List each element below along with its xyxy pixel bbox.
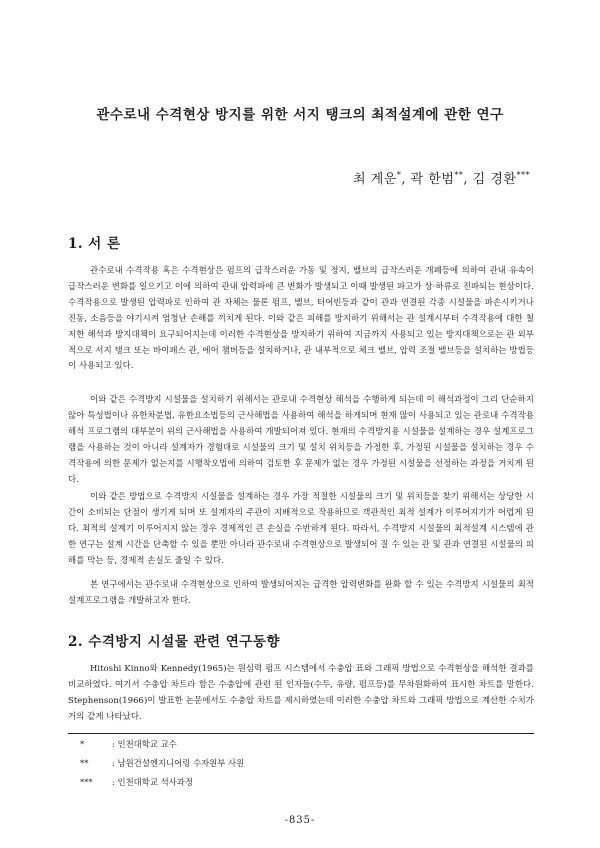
footnote-2-mark: **: [80, 758, 89, 768]
footnote-3: [80, 775, 193, 789]
author-1: 최 계운: [353, 172, 397, 187]
author-3: , 김 경환: [463, 172, 517, 187]
author-1-mark: *: [396, 170, 402, 180]
author-line: [353, 168, 530, 187]
section-1-heading: 1. 서 론: [68, 236, 121, 252]
section-1-paragraph-2: 이와 같은 수격방지 시설물을 설치하기 위해서는 관로내 수격현상 해석을 수행하게 되는데 이 해석과정이 그리 단순하지 않아 특성법이나 유한차분법, 유한요소법등의 근사해법을 사용하여 해석을 하게되며 현재 많이 사용되고 있는 관로내 수격작용 해석 프로그램의 대부분이 위의 근사해법을 사용하여 개발되어져 있다. 현재의 수격방지용 시설물을 설계하는 경우 설계프로그램을 사용하는 것이 아니라 설계자가 경험대로 시설물의 크기 및 설치 위치등을 가정한 후, 가정된 시설물을 설치하는 경우 수격작용에 의한 문제가 없는지를 시행착오법에 의하여 검토한 후 문제가 없는 경우 가정된 시설물을 선정하는 과정을 거치게 된다.: [68, 394, 534, 484]
author-2: , 곽 한범: [401, 172, 455, 187]
footnote-2: [80, 756, 244, 770]
page-number: -835-: [284, 815, 316, 826]
footnote-divider: [68, 733, 534, 734]
author-2-mark: **: [454, 170, 464, 180]
footnote-1-mark: *: [80, 739, 85, 749]
section-1-paragraph-4: 본 연구에서는 관수로내 수격현상으로 인하여 발생되어지는 급격한 압력변화를 완화 할 수 있는 수격방지 시설물의 최적설계프로그램을 개발하고자 한다.: [68, 579, 534, 605]
footnote-3-text: : 인천대학교 석사과정: [112, 777, 193, 787]
footnote-1: [80, 737, 177, 751]
footnote-1-text: : 인천대학교 교수: [112, 739, 177, 749]
author-3-mark: ***: [516, 170, 530, 180]
footnote-2-text: : 남원건설엔지니어링 수자원부 사원: [112, 758, 245, 768]
section-1-paragraph-1: 관수로내 수격작용 혹은 수격현상은 펌프의 급작스러운 가동 및 정지, 밸브의 급작스러운 개폐등에 의하여 관내 유속이 급작스러운 변화를 일으키고 이에 의하여 관내 압력파에 큰 변화가 발생되고 이때 발생된 파고가 상·하류로 진파되는 현상이다. 수격작용으로 발생된 압력파로 인하여 관 자체는 물론 펌프, 밸브, 터어빈등과 같이 관과 연결된 각종 시설물을 파손시키거나 진동, 소음등을 야기시켜 엄청난 손해를 끼치게 된다. 이와 같은 피해를 방지하기 위해서는 관 설계시부터 수격작용에 대한 철저한 해석과 방지대책이 요구되어지는데 이러한 수격현상을 방지하기 위하여 지금까지 사용되고 있는 방지대책으로는 관 외부적으로 서지 탱크 또는 바이패스 관, 에어 챔버등을 설치하거나, 관 내부적으로 체크 밸브, 압력 조절 밸브등을 설치하는 방법등이 사용되고 있다.: [68, 265, 534, 371]
section-2-paragraph-1: Hitoshi Kinno와 Kennedy(1965)는 원심력 펌프 시스템에서 수충압 표와 그래픽 방법으로 수격현상을 해석한 결과를 비교하였다. 여기서 수충압 차트라 함은 수충압에 관련 된 인자들(수두, 유량, 펌프등)를 무차원화하여 표시한 차트를 말한다. Stephenson(1966)이 발표한 논문에서도 수충압 차트를 제시하였는데 이러한 수충압 차트와 그래픽 방법으로 계산한 수치가 거의 같게 나타났다.: [68, 663, 534, 721]
section-2-heading: 2. 수격방지 시설물 관련 연구동향: [68, 634, 280, 650]
section-1-paragraph-3: 이와 같은 방법으로 수격방지 시설물을 설계하는 경우 가장 적절한 시설물의 크기 및 위치등을 찾기 위해서는 상당한 시간이 소비되는 단점이 생기게 되며 또 설계자의 주관이 지배적으로 작용하므로 객관적인 최적 설계가 이루어지기가 어렵게 된다. 최적의 설계기 이루어지지 않는 경우 경제적인 큰 손실을 수반하게 된다. 따라서, 수격방지 시설물의 최적설계 시스템에 관한 연구는 설계 시간을 단축할 수 있을 뿐만 아니라 관수로내 수격현상으로 발생되어 질 수 있는 관 및 관과 연결된 시설물의 피해를 막는 등, 경제적 손실도 줄일 수 있다.: [68, 491, 534, 565]
paper-title: 관수로내 수격현상 방지를 위한 서지 탱크의 최적설계에 관한 연구: [96, 107, 504, 123]
footnote-3-mark: ***: [80, 777, 93, 787]
